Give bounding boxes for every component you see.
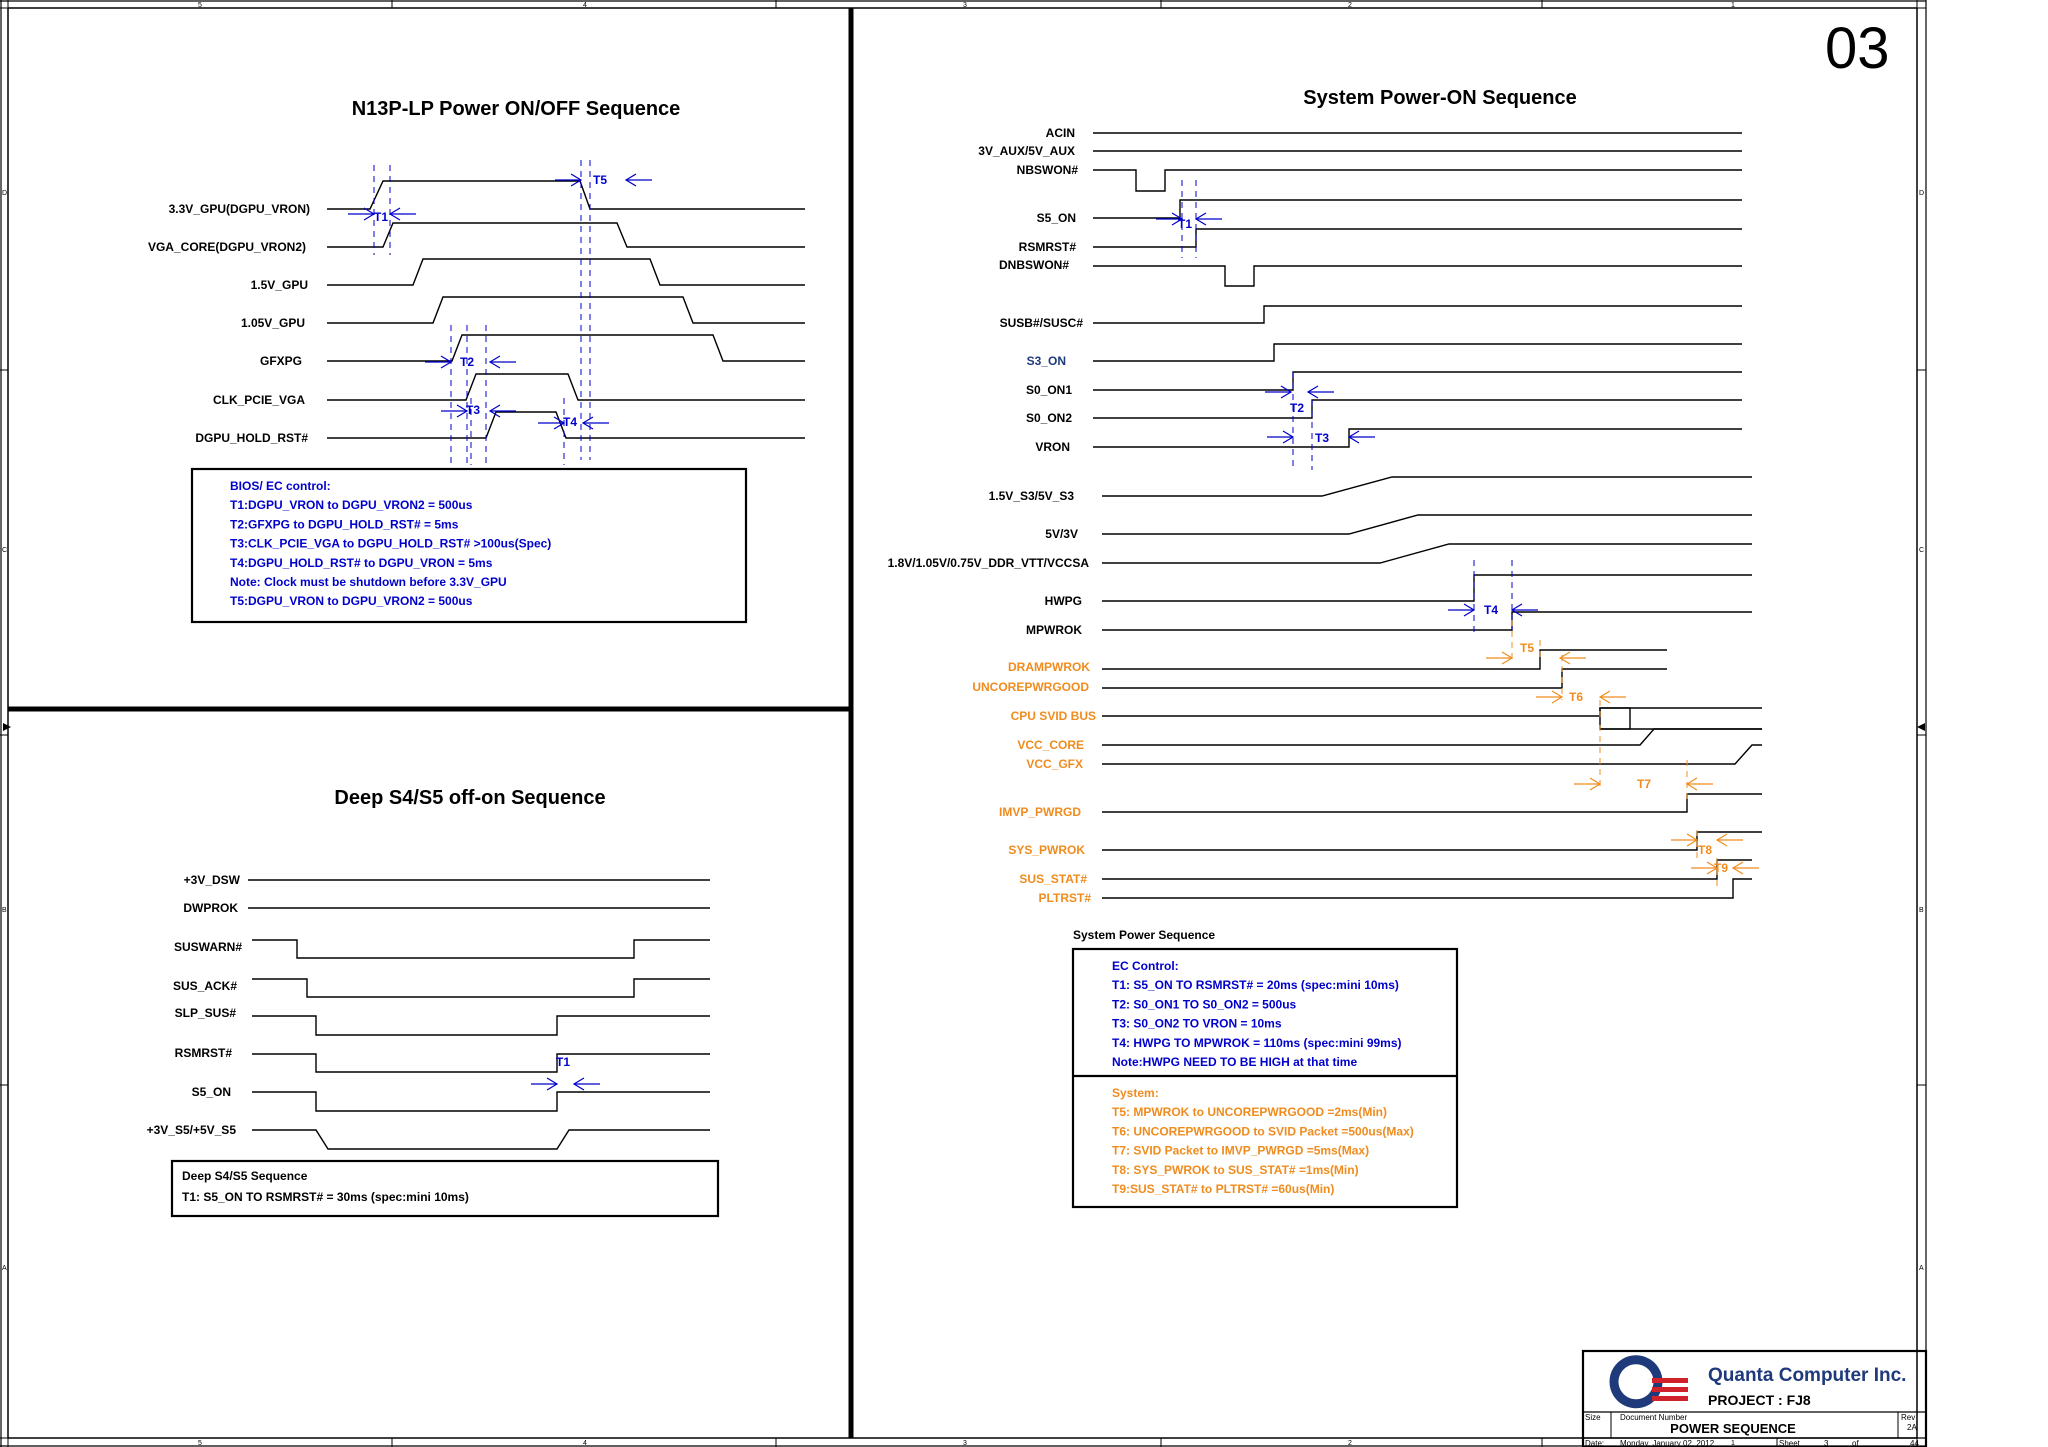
timing-label: T4 xyxy=(563,415,578,429)
zone-label: 1 xyxy=(1731,1440,1735,1447)
note-line: T5:DGPU_VRON to DGPU_VRON2 = 500us xyxy=(230,594,473,609)
total-sheets: 44 xyxy=(1910,1439,1919,1447)
section-title: Deep S4/S5 off-on Sequence xyxy=(334,787,606,809)
signal-label: PLTRST# xyxy=(1038,891,1091,905)
timing-label: T8 xyxy=(1698,843,1713,857)
zone-label: 4 xyxy=(583,2,587,9)
note-line: T1: S5_ON TO RSMRST# = 30ms (spec:mini 10ms) xyxy=(182,1190,469,1204)
signal-label: MPWROK xyxy=(1026,623,1082,637)
signal-label: DNBSWON# xyxy=(998,258,1069,272)
rev-label: Rev xyxy=(1901,1413,1916,1422)
sheet-number: 03 xyxy=(1825,16,1890,81)
timing-label: T7 xyxy=(1637,777,1652,791)
signal-label: 1.05V_GPU xyxy=(240,316,305,330)
signal-label: 5V/3V xyxy=(1045,527,1078,541)
note-line: T3:CLK_PCIE_VGA to DGPU_HOLD_RST# >100us(Spec) xyxy=(230,536,552,551)
zone-label: D xyxy=(2,190,8,197)
zone-label: 2 xyxy=(1348,2,1352,9)
timing-label: T4 xyxy=(1484,603,1499,617)
timing-label: T6 xyxy=(1569,690,1584,704)
signal-label: S5_ON xyxy=(191,1085,231,1099)
project-name: PROJECT : FJ8 xyxy=(1708,1392,1811,1408)
date-label: Date: xyxy=(1585,1439,1605,1447)
note-line: T5: MPWROK to UNCOREPWRGOOD =2ms(Min) xyxy=(1112,1105,1387,1120)
signal-label: VCC_CORE xyxy=(1017,738,1084,752)
sheet-value: 3 xyxy=(1824,1439,1829,1447)
signal-label: 1.5V_GPU xyxy=(250,278,308,292)
timing-label: T3 xyxy=(466,403,481,417)
signal-label: VGA_CORE(DGPU_VRON2) xyxy=(147,240,306,254)
timing-label: T1 xyxy=(374,210,389,224)
zone-label: A xyxy=(1919,1265,1924,1272)
signal-label: SUSWARN# xyxy=(173,940,242,954)
note-line: EC Control: xyxy=(1112,959,1179,973)
date-value: Monday, January 02, 2012 xyxy=(1620,1439,1715,1447)
note-line: T4:DGPU_HOLD_RST# to DGPU_VRON = 5ms xyxy=(230,555,493,570)
company-logo xyxy=(1652,1378,1688,1383)
timing-label: T2 xyxy=(1290,401,1305,415)
signal-label: DWPROK xyxy=(183,901,238,915)
signal-label: SUS_ACK# xyxy=(172,979,237,993)
company-logo xyxy=(1652,1387,1688,1392)
note-line: T2: S0_ON1 TO S0_ON2 = 500us xyxy=(1112,997,1297,1012)
signal-label: VCC_GFX xyxy=(1026,757,1083,771)
note-line: System: xyxy=(1112,1086,1159,1100)
zone-label: C xyxy=(2,547,8,554)
signal-label: SUS_STAT# xyxy=(1019,872,1087,886)
timing-label: T3 xyxy=(1315,431,1330,445)
sheet-label: Sheet xyxy=(1779,1439,1800,1447)
signal-label: SYS_PWROK xyxy=(1008,843,1085,857)
signal-label: GFXPG xyxy=(259,354,302,368)
zone-label: 5 xyxy=(198,2,202,9)
zone-label: B xyxy=(2,907,7,914)
note-line: T6: UNCOREPWRGOOD to SVID Packet =500us(Max) xyxy=(1112,1124,1414,1139)
zone-label: C xyxy=(1919,547,1925,554)
timing-label: T5 xyxy=(593,173,608,187)
rev-value: 2A xyxy=(1907,1423,1917,1432)
signal-label: UNCOREPWRGOOD xyxy=(972,680,1089,694)
note-line: T1:DGPU_VRON to DGPU_VRON2 = 500us xyxy=(230,498,473,513)
signal-label: RSMRST# xyxy=(174,1046,232,1060)
timing-label: T5 xyxy=(1520,641,1535,655)
section-title: System Power-ON Sequence xyxy=(1303,87,1577,109)
signal-label: NBSWON# xyxy=(1016,163,1078,177)
zone-label: D xyxy=(1919,190,1925,197)
signal-label: +3V_DSW xyxy=(183,873,240,887)
zone-label: A xyxy=(2,1265,7,1272)
note-line: Deep S4/S5 Sequence xyxy=(182,1169,308,1183)
signal-label: RSMRST# xyxy=(1018,240,1076,254)
note-line: T2:GFXPG to DGPU_HOLD_RST# = 5ms xyxy=(230,517,459,532)
signal-label: IMVP_PWRGD xyxy=(998,805,1081,819)
timing-label: T1 xyxy=(1178,217,1193,231)
zone-label: B xyxy=(1919,907,1924,914)
signal-label: S5_ON xyxy=(1036,211,1076,225)
signal-label: HWPG xyxy=(1044,594,1082,608)
note-line: Note:HWPG NEED TO BE HIGH at that time xyxy=(1112,1055,1358,1069)
note-line: T9:SUS_STAT# to PLTRST# =60us(Min) xyxy=(1112,1182,1335,1196)
size-label: Size xyxy=(1585,1413,1601,1422)
zone-label: 1 xyxy=(1731,2,1735,9)
doc-number-label: Document Number xyxy=(1620,1413,1688,1422)
signal-label: CPU SVID BUS xyxy=(1010,709,1096,723)
signal-label: CLK_PCIE_VGA xyxy=(212,393,305,407)
signal-label: 3.3V_GPU(DGPU_VRON) xyxy=(168,202,310,216)
signal-label: S0_ON2 xyxy=(1025,411,1072,425)
signal-label: ACIN xyxy=(1045,126,1075,140)
company-name: Quanta Computer Inc. xyxy=(1708,1365,1907,1386)
signal-label: 1.8V/1.05V/0.75V_DDR_VTT/VCCSA xyxy=(887,556,1089,570)
signal-label: 3V_AUX/5V_AUX xyxy=(978,144,1075,158)
signal-label: S0_ON1 xyxy=(1025,383,1072,397)
note-line: T4: HWPG TO MPWROK = 110ms (spec:mini 99ms) xyxy=(1112,1035,1402,1050)
note-line: T1: S5_ON TO RSMRST# = 20ms (spec:mini 10ms) xyxy=(1112,978,1399,993)
section-title: N13P-LP Power ON/OFF Sequence xyxy=(351,98,681,120)
zone-label: 5 xyxy=(198,1440,202,1447)
notes-title: System Power Sequence xyxy=(1073,928,1216,942)
timing-label: T9 xyxy=(1714,861,1729,875)
note-line: T3: S0_ON2 TO VRON = 10ms xyxy=(1112,1016,1282,1031)
signal-label: VRON xyxy=(1035,440,1070,454)
note-line: Note: Clock must be shutdown before 3.3V_GPU xyxy=(230,575,507,589)
note-line: BIOS/ EC control: xyxy=(230,479,331,493)
note-line: T7: SVID Packet to IMVP_PWRGD =5ms(Max) xyxy=(1112,1143,1370,1158)
signal-label: S3_ON xyxy=(1026,354,1066,368)
signal-label: DRAMPWROK xyxy=(1008,660,1090,674)
zone-label: 2 xyxy=(1348,1440,1352,1447)
zone-label: 3 xyxy=(963,1440,967,1447)
timing-label: T1 xyxy=(556,1055,571,1069)
signal-label: +3V_S5/+5V_S5 xyxy=(146,1123,236,1137)
zone-label: 4 xyxy=(583,1440,587,1447)
signal-label: DGPU_HOLD_RST# xyxy=(195,431,308,445)
signal-label: SLP_SUS# xyxy=(174,1006,236,1020)
zone-label: 3 xyxy=(963,2,967,9)
timing-label: T2 xyxy=(460,355,475,369)
doc-title: POWER SEQUENCE xyxy=(1670,1421,1796,1436)
company-logo xyxy=(1652,1396,1688,1401)
signal-label: 1.5V_S3/5V_S3 xyxy=(988,489,1074,503)
signal-label: SUSB#/SUSC# xyxy=(999,316,1083,330)
note-line: T8: SYS_PWROK to SUS_STAT# =1ms(Min) xyxy=(1112,1162,1359,1177)
of-label: of xyxy=(1852,1439,1859,1447)
